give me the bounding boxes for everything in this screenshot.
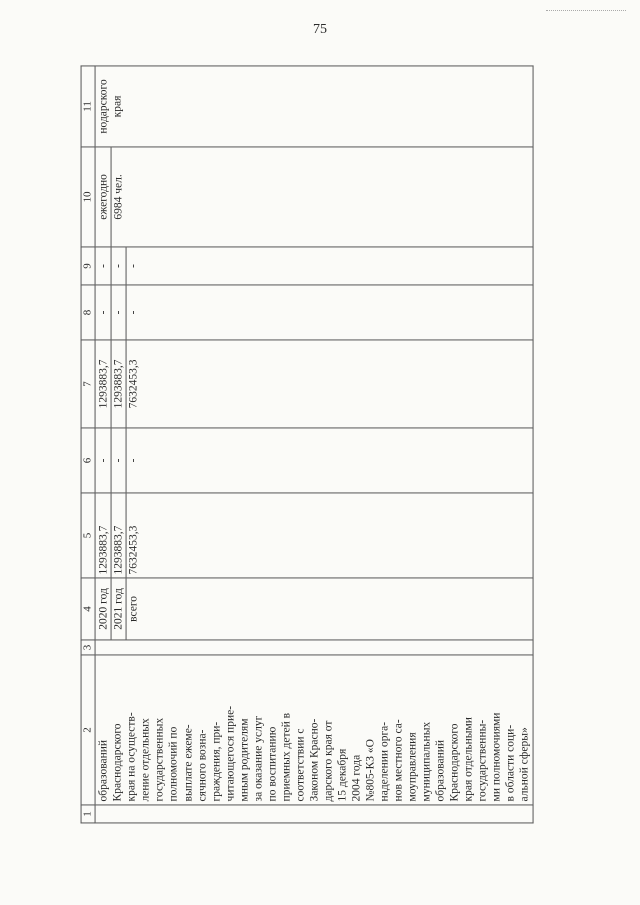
amount-value: 1293883,7 bbox=[97, 340, 112, 427]
header-cell-6: 6 bbox=[81, 428, 95, 493]
description-line: края на осуществ- bbox=[125, 712, 138, 802]
header-cell-9: 9 bbox=[81, 247, 95, 285]
amount-value: 1293883,7 bbox=[112, 493, 127, 577]
dash-value: - bbox=[112, 247, 127, 284]
header-cell-7: 7 bbox=[81, 340, 95, 428]
period-value: 2021 год bbox=[112, 578, 127, 639]
description-line: ми полномочиями bbox=[490, 712, 503, 802]
description-line: за оказание услуг bbox=[252, 715, 265, 802]
cell-period bbox=[95, 578, 532, 640]
description-line: приемных детей в bbox=[280, 712, 293, 802]
responsible-line: нодарского bbox=[97, 79, 110, 134]
description-line: нов местного са- bbox=[392, 719, 405, 802]
description-line: соответствии с bbox=[294, 728, 307, 802]
corner-mark bbox=[546, 10, 626, 11]
table-container bbox=[81, 62, 531, 819]
description-line: полномочий по bbox=[168, 726, 181, 802]
description-line: граждения, при- bbox=[210, 721, 223, 802]
description-line: в области соци- bbox=[504, 724, 517, 802]
header-cell-11: 11 bbox=[81, 66, 95, 147]
cell-col3 bbox=[95, 640, 532, 655]
description-line: мным родителям bbox=[238, 718, 251, 802]
cell-col9 bbox=[95, 247, 532, 285]
description-line: государственны- bbox=[476, 719, 489, 802]
description-line: дарского края от bbox=[322, 720, 335, 802]
period-value: всего bbox=[127, 595, 140, 622]
amount-value: 1293883,7 bbox=[112, 340, 127, 427]
cell-responsible bbox=[95, 66, 532, 147]
description-line: Краснодарского bbox=[111, 723, 124, 802]
header-cell-8: 8 bbox=[81, 285, 95, 340]
dash-value: - bbox=[127, 458, 140, 463]
dash-value: - bbox=[127, 264, 140, 268]
cell-result bbox=[95, 147, 532, 247]
description-line: Законом Красно- bbox=[308, 718, 321, 802]
dash-value: - bbox=[112, 285, 127, 339]
responsible-line: края bbox=[111, 95, 124, 118]
header-cell-4: 4 bbox=[81, 578, 95, 640]
description-line: ление отдельных bbox=[140, 718, 153, 802]
description-line: сячного возна- bbox=[196, 729, 209, 802]
amount-value: 1293883,7 bbox=[97, 493, 112, 577]
header-cell-3: 3 bbox=[81, 640, 95, 655]
dash-value: - bbox=[127, 310, 140, 315]
cell-description bbox=[95, 655, 532, 805]
page-number: 75 bbox=[313, 22, 327, 37]
description-line: выплате ежеме- bbox=[182, 724, 195, 802]
description-line: №805-КЗ «О bbox=[364, 739, 377, 802]
header-row bbox=[81, 66, 95, 823]
description-line: моуправления bbox=[406, 732, 419, 802]
description-line: 15 декабря bbox=[336, 748, 349, 802]
cell-col8 bbox=[95, 285, 532, 340]
header-cell-5: 5 bbox=[81, 493, 95, 578]
description-line: Краснодарского bbox=[448, 723, 461, 802]
data-table bbox=[81, 65, 534, 823]
header-cell-1: 1 bbox=[81, 805, 95, 823]
dash-value: - bbox=[97, 428, 112, 492]
amount-value: 7632453,3 bbox=[127, 359, 140, 409]
description-line: образований bbox=[434, 739, 447, 802]
result-value: ежегодно bbox=[97, 147, 112, 246]
description-line: читающегося прие- bbox=[224, 705, 237, 802]
header-cell-2: 2 bbox=[81, 655, 95, 805]
description-line: альной сферы» bbox=[518, 727, 531, 802]
result-value: 6984 чел. bbox=[112, 174, 125, 220]
cell-col6 bbox=[95, 428, 532, 493]
period-value: 2020 год bbox=[97, 578, 112, 639]
dash-value: - bbox=[112, 428, 127, 492]
description-line: образований bbox=[97, 739, 110, 802]
description-line: 2004 года bbox=[350, 754, 363, 802]
dash-value: - bbox=[97, 285, 112, 339]
description-line: наделении орга- bbox=[378, 721, 391, 802]
header-cell-10: 10 bbox=[81, 147, 95, 247]
amount-value: 7632453,3 bbox=[127, 525, 140, 575]
cell-regional-amount bbox=[95, 340, 532, 428]
cell-col1 bbox=[95, 805, 532, 823]
description-line: края отдельными bbox=[462, 717, 475, 802]
cell-total-amount bbox=[95, 493, 532, 578]
description-line: государственных bbox=[154, 717, 167, 802]
dash-value: - bbox=[97, 247, 112, 284]
table-row bbox=[95, 66, 532, 823]
description-line: по воспитанию bbox=[266, 726, 279, 802]
description-line: муниципальных bbox=[420, 721, 433, 802]
